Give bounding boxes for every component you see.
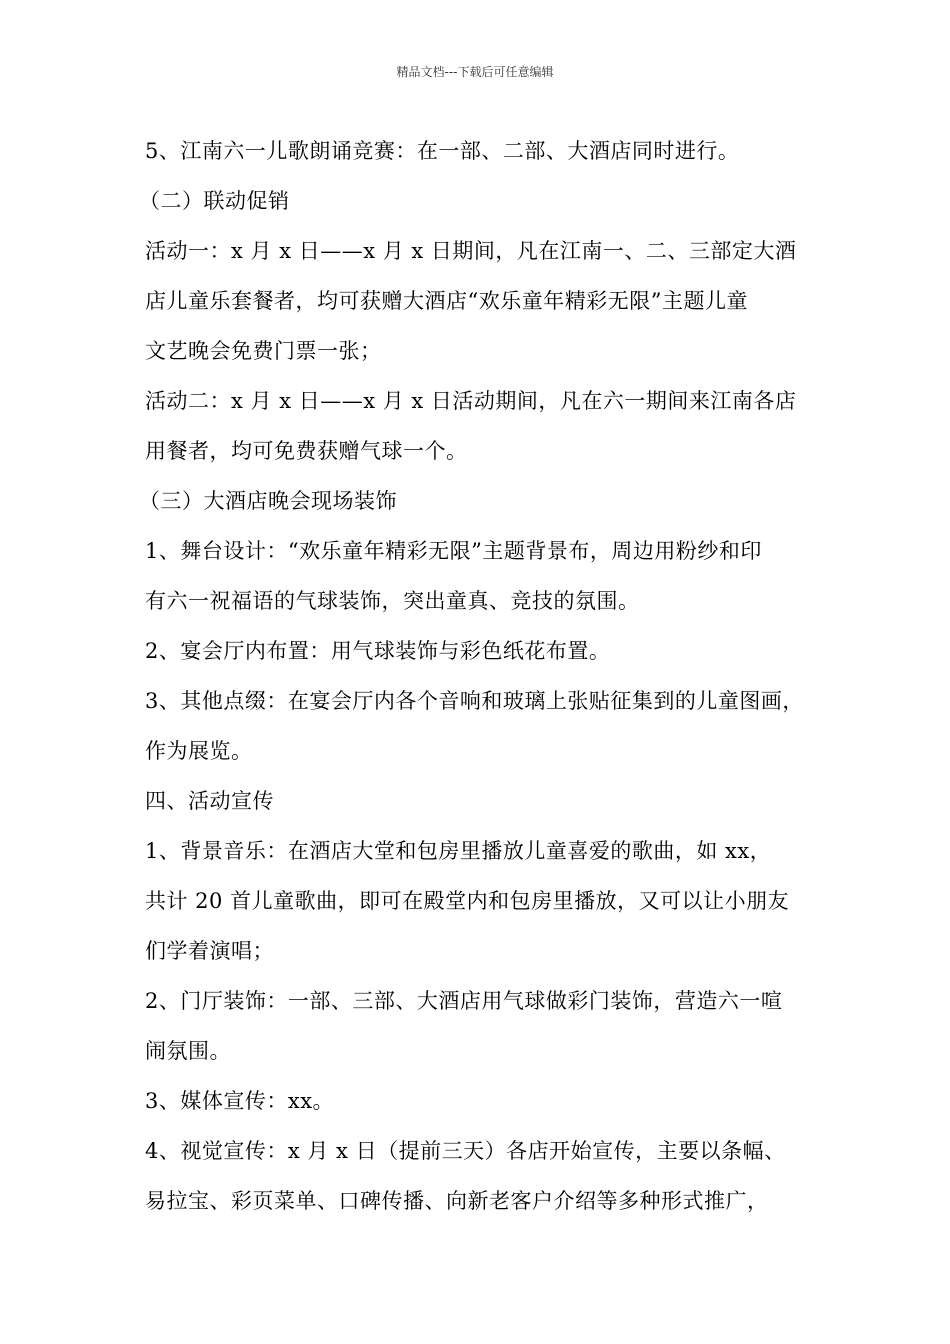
text-line: 4、视觉宣传：x 月 x 日（提前三天）各店开始宣传，主要以条幅、 [145, 1139, 786, 1163]
text-line: 易拉宝、彩页菜单、口碑传播、向新老客户介绍等多种形式推广， [145, 1189, 769, 1213]
section-heading: 四、活动宣传 [145, 789, 274, 813]
text-line: 3、媒体宣传：xx。 [145, 1089, 335, 1113]
text-line: 活动一：x 月 x 日——x 月 x 日期间，凡在江南一、二、三部定大酒 [145, 239, 797, 263]
text-line: 共计 20 首儿童歌曲，即可在殿堂内和包房里播放，又可以让小朋友 [145, 889, 790, 913]
page-header: 精品文档---下载后可任意编辑 [396, 65, 554, 79]
text-line: 作为展览。 [145, 739, 253, 763]
text-line: 闹氛围。 [145, 1039, 231, 1063]
text-line: 3、其他点缀：在宴会厅内各个音响和玻璃上张贴征集到的儿童图画， [145, 689, 804, 713]
section-heading: （二）联动促销 [139, 189, 290, 213]
text-line: 店儿童乐套餐者，均可获赠大酒店“欢乐童年精彩无限”主题儿童 [145, 289, 748, 313]
text-line: 1、背景音乐：在酒店大堂和包房里播放儿童喜爱的歌曲，如 xx， [145, 839, 772, 863]
document-body [139, 126, 825, 1226]
section-heading: （三）大酒店晚会现场装饰 [139, 489, 397, 513]
text-line: 有六一祝福语的气球装饰，突出童真、竞技的氛围。 [145, 589, 640, 613]
text-line: 2、宴会厅内布置：用气球装饰与彩色纸花布置。 [145, 639, 611, 663]
text-line: 用餐者，均可免费获赠气球一个。 [145, 439, 468, 463]
text-line: 活动二：x 月 x 日——x 月 x 日活动期间，凡在六一期间来江南各店 [145, 389, 797, 413]
text-line: 2、门厅装饰：一部、三部、大酒店用气球做彩门装饰，营造六一喧 [145, 989, 783, 1013]
text-line: 们学着演唱； [145, 939, 274, 963]
text-line: 5、江南六一儿歌朗诵竞赛：在一部、二部、大酒店同时进行。 [145, 139, 740, 163]
text-line: 1、舞台设计：“欢乐童年精彩无限”主题背景布，周边用粉纱和印 [145, 539, 762, 563]
text-line: 文艺晚会免费门票一张； [145, 339, 382, 363]
